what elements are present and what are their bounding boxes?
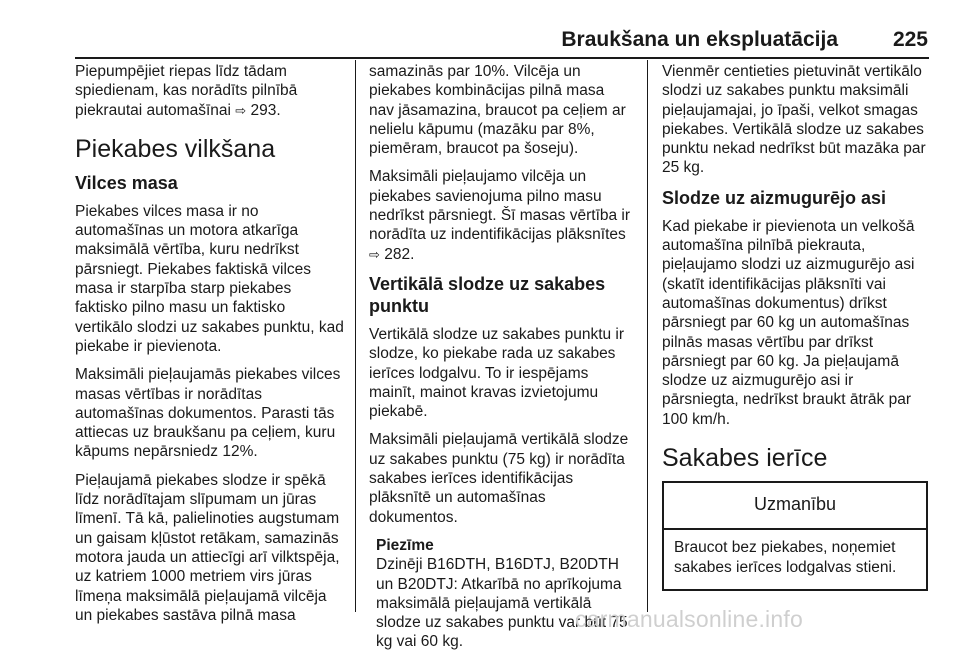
body-paragraph: Vienmēr centieties pietuvināt vertikālo slodzi uz sakabes punktu maksimāli pieļaujamajai, jo īpaši, velkot smagas piekabes. Vertikālā slodze uz sakabes punktu nekad nedrīkst būt mazāka par 25 kg.	[662, 63, 926, 177]
body-paragraph	[369, 167, 633, 263]
body-paragraph: Pieļaujamā piekabes slodze ir spēkā līdz norādītajam slīpumam un jūras līmenī. Tā kā, palielinoties augstumam un gaisam kļūstot retākam, samazinās motora jauda un attiecīgi arī vilktspēja, uz katriem 1000 metriem virs jūras līmeņa maksimālā pieļaujamā vilcēja un piekabes sastāva pilnā masa	[75, 471, 340, 624]
body-paragraph: samazinās par 10%. Vilcēja un piekabes kombinācijas pilnā masa nav jāsamazina, braucot pa ceļiem ar nelielu kāpumu (mazāku par 8%, piemēram, braucot pa šoseju).	[369, 63, 626, 158]
body-paragraph: Maksimāli pieļaujamās piekabes vilces masas vērtības ir norādītas automašīnas dokumentos. Parasti tās attiecas uz braukšanu pa ceļiem, kuru kāpums nepārsniedz 12%.	[75, 366, 341, 461]
intro-text: Piepumpējiet riepas līdz tādam spiedienam, kas norādīts pilnībā piekrautai automašīnai	[75, 63, 298, 119]
subsection-title-towing-mass: Vilces masa	[75, 172, 178, 193]
body-paragraph: Maksimāli pieļaujamā vertikālā slodze uz sakabes punktu (75 kg) ir norādīta sakabes ierīces identifikācijas plāksnītē un automašīnas dokumentos.	[369, 431, 629, 526]
body-paragraph: Vertikālā slodze uz sakabes punktu ir slodze, ko piekabe rada uz sakabes ierīces lodgalvu. To ir iespējams mainīt, mainot kravas izvietojumu piekabē.	[369, 325, 625, 421]
page-reference-arrow-icon: ⇨	[369, 246, 380, 262]
column-3	[662, 62, 928, 591]
note-block	[376, 536, 633, 652]
caution-notice-heading: Uzmanību	[664, 483, 926, 530]
header-rule	[75, 57, 929, 59]
note-title: Piezīme	[376, 536, 434, 554]
watermark: carmanualsonline.info	[575, 606, 803, 632]
page-reference-arrow-icon: ⇨	[235, 102, 247, 118]
body-paragraph-text: Maksimāli pieļaujamo vilcēja un piekabes savienojuma pilno masu nedrīkst pārsniegt. Šī masas vērtība ir norādīta uz indentifikācijas plāksnītes	[369, 168, 631, 244]
header-title: Braukšana un ekspluatācija	[561, 28, 838, 51]
page-reference[interactable]: 282.	[379, 245, 415, 263]
column-divider-right	[647, 60, 648, 612]
column-divider-left	[355, 60, 356, 612]
caution-notice-text: Braucot bez piekabes, noņemiet sakabes ierīces lodgalvas stieni.	[674, 539, 897, 576]
subsection-title-vertical-load: Vertikālā slodze uz sakabes punktu	[369, 273, 606, 316]
note-text: Dzinēji B16DTH, B16DTJ, B20DTH un B20DTJ: Atkarībā no aprīkojuma maksimālā pieļaujamā vertikālā slodze uz sakabes punktu var būt 75 kg vai 60 kg.	[376, 556, 628, 651]
page-number: 225	[892, 28, 928, 51]
section-title-towing: Piekabes vilkšana	[75, 134, 276, 163]
intro-paragraph	[75, 62, 347, 120]
column-1	[75, 62, 347, 634]
body-paragraph: Piekabes vilces masa ir no automašīnas un motora atkarīga maksimālā vērtība, kuru nedrīkst pārsniegt. Piekabes faktiskā vilces masa ir starpība starp piekabes faktisko pilno masu un faktisko vertikālo slodzi uz sakabes punktu, kad piekabe ir pievienota.	[75, 202, 344, 355]
subsection-title-rear-axle-load: Slodze uz aizmugurējo asi	[662, 187, 887, 208]
section-title-towing-equipment: Sakabes ierīce	[662, 444, 828, 473]
body-paragraph: Kad piekabe ir pievienota un velkošā automašīna pilnībā piekrauta, pieļaujamo slodzi uz aizmugurējo asi (skatīt identifikācijas plāksnīti vai automašīnas dokumentus) drīkst pārsniegt par 60 kg un automašīnas pilnās masas vērtību par drīkst pārsniegt par 60 kg. Ja pieļaujamā slodze uz aizmugurējo asi ir pārsniegta, nedrīkst braukt ātrāk par 100 km/h.	[662, 217, 915, 428]
intro-page-reference[interactable]: 293.	[246, 101, 281, 119]
caution-notice-box	[662, 481, 928, 591]
column-2	[369, 62, 633, 652]
